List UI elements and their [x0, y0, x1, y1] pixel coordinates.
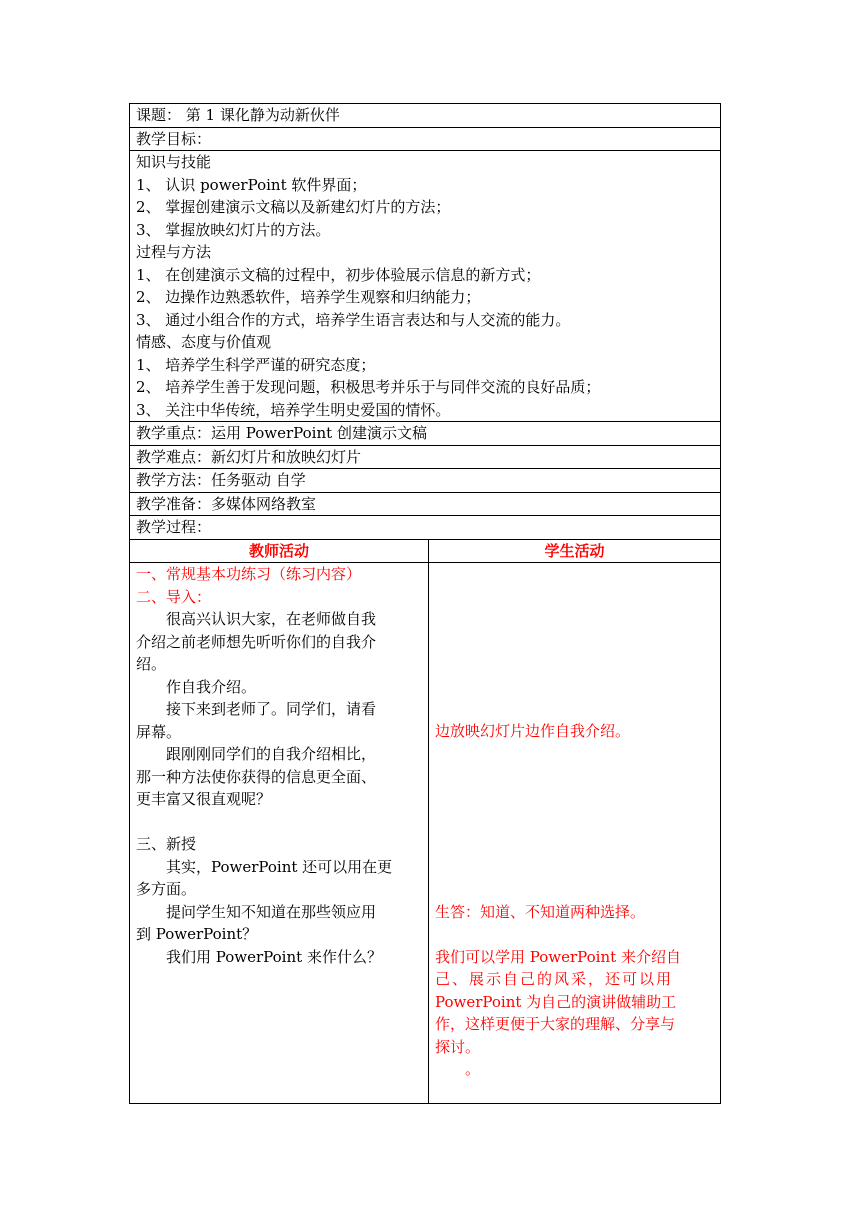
objective-item: 2、 培养学生善于发现问题，积极思考并乐于与同伴交流的良好品质； [136, 378, 601, 396]
teacher-line: 那一种方法使你获得的信息更全面、 [136, 767, 377, 786]
teacher-line: 到 PowerPoint？ [136, 925, 258, 943]
group-heading-attitude: 情感、态度与价值观 [136, 333, 272, 351]
student-line: 我们可以学用 PowerPoint 来介绍自 [435, 947, 681, 966]
group-heading-knowledge: 知识与技能 [136, 153, 212, 171]
process-label: 教学过程： [130, 516, 721, 540]
teacher-activity-cell [130, 563, 429, 1104]
objective-item: 3、 关注中华传统，培养学生明史爱国的情怀。 [136, 400, 451, 419]
objective-item: 2、 掌握创建演示文稿以及新建幻灯片的方法； [136, 198, 451, 216]
student-line: 生答：知道、不知道两种选择。 [435, 902, 646, 921]
step-2: 二、导入： [136, 587, 212, 606]
student-activity-cell [429, 563, 721, 1104]
spacer [435, 923, 714, 946]
objective-item: 3、 通过小组合作的方式，培养学生语言表达和与人交流的能力。 [136, 310, 571, 329]
objectives-label: 教学目标： [130, 127, 721, 151]
teacher-line: 我们用 PowerPoint 来作什么？ [166, 947, 382, 966]
teacher-line: 作自我介绍。 [166, 677, 257, 696]
spacer [435, 563, 714, 720]
student-line: 己、展示自己的风采，还可以用 [435, 970, 674, 988]
step-1: 一、常规基本功练习（练习内容） [136, 565, 362, 583]
teacher-line: 更丰富又很直观呢？ [136, 790, 272, 808]
objective-item: 1、 培养学生科学严谨的研究态度； [136, 355, 376, 374]
teacher-line: 屏幕。 [136, 722, 182, 741]
student-line: 边放映幻灯片边作自我介绍。 [435, 722, 631, 740]
objectives-cell [130, 151, 721, 422]
step-3: 三、新授 [136, 835, 197, 853]
spacer [435, 743, 714, 901]
student-line: 探讨。 [435, 1037, 481, 1056]
teacher-line: 跟刚刚同学们的自我介绍相比， [166, 745, 377, 763]
teacher-line: 绍。 [136, 655, 167, 673]
objective-item: 1、 在创建演示文稿的过程中，初步体验展示信息的新方式； [136, 265, 541, 284]
difficulty: 教学难点：新幻灯片和放映幻灯片 [130, 445, 721, 469]
lesson-plan-table [129, 103, 721, 1104]
student-line: 作，这样更便于大家的理解、分享与 [435, 1015, 676, 1033]
preparation: 教学准备：多媒体网络教室 [130, 492, 721, 516]
teacher-line: 接下来到老师了。同学们，请看 [166, 700, 377, 718]
teacher-line: 其实，PowerPoint 还可以用在更 [166, 857, 393, 876]
student-line: 。 [465, 1060, 481, 1078]
student-line: PowerPoint 为自己的演讲做辅助工 [435, 992, 677, 1011]
objective-item: 1、 认识 powerPoint 软件界面； [136, 175, 367, 194]
student-column-header: 学生活动 [429, 539, 721, 563]
key-point: 教学重点：运用 PowerPoint 创建演示文稿 [130, 422, 721, 446]
teacher-line: 提问学生知不知道在那些领应用 [166, 902, 377, 921]
group-heading-process: 过程与方法 [136, 243, 212, 261]
teacher-column-header: 教师活动 [130, 539, 429, 563]
teacher-line: 介绍之前老师想先听听你们的自我介 [136, 632, 377, 651]
spacer [136, 811, 422, 834]
teaching-method: 教学方法：任务驱动 自学 [130, 469, 721, 493]
teacher-line: 多方面。 [136, 880, 197, 898]
objective-item: 2、 边操作边熟悉软件，培养学生观察和归纳能力； [136, 288, 481, 306]
teacher-line: 很高兴认识大家，在老师做自我 [166, 610, 377, 628]
lesson-title: 课题： 第 1 课化静为动新伙伴 [130, 104, 721, 128]
objective-item: 3、 掌握放映幻灯片的方法。 [136, 220, 331, 239]
